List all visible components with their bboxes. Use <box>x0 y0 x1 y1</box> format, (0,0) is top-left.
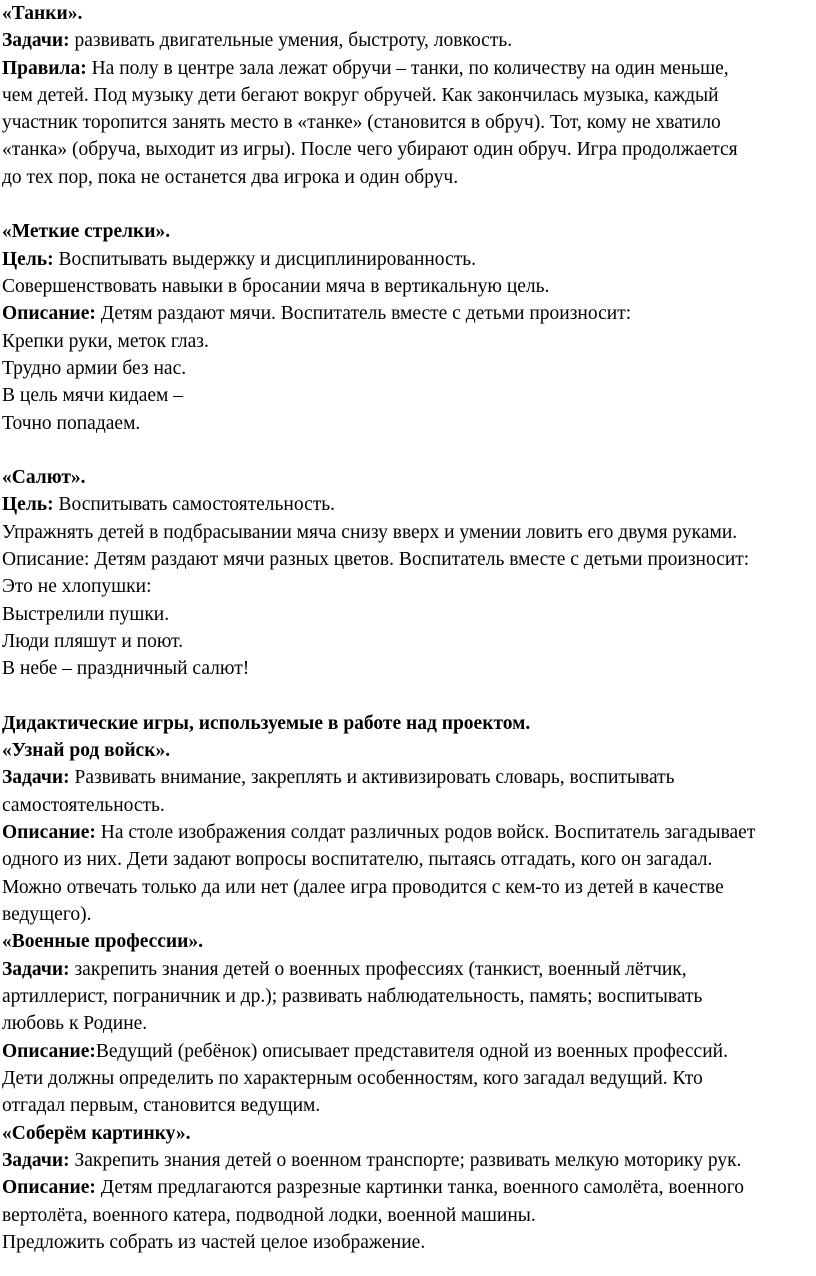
salyut-poem-line: Выстрелили пушки. <box>2 604 170 625</box>
professii-description: Описание:Ведущий (ребёнок) описывает представителя одной из военных профессий. <box>2 1041 728 1062</box>
game-title-professii: «Военные профессии». <box>2 931 204 952</box>
voiska-goal: Задачи: Развивать внимание, закреплять и активизировать словарь, воспитывать <box>2 767 675 788</box>
tanki-rules-line: Правила: На полу в центре зала лежат обручи – танки, по количеству на один меньше, <box>2 58 729 79</box>
strelki-poem-line: Крепки руки, меток глаз. <box>2 331 209 352</box>
salyut-poem-line: Это не хлопушки: <box>2 576 152 597</box>
kartinka-description: Описание: Детям предлагаются разрезные картинки танка, военного самолёта, военного <box>2 1177 745 1198</box>
salyut-goal-line2: Упражнять детей в подбрасывании мяча снизу вверх и умении ловить его двумя руками. <box>2 522 738 543</box>
strelki-poem-line: Трудно армии без нас. <box>2 358 187 379</box>
game-title-tanki: «Танки». <box>2 3 83 24</box>
tanki-rules-line: «танка» (обруча, выходит из игры). После чего убирают один обруч. Игра продолжается <box>2 139 738 160</box>
tanki-goal: Задачи: развивать двигательные умения, быстроту, ловкость. <box>2 30 513 51</box>
voiska-goal-line: самостоятельность. <box>2 795 165 816</box>
voiska-description: Описание: На столе изображения солдат различных родов войск. Воспитатель загадывает <box>2 822 756 843</box>
didactic-heading: Дидактические игры, используемые в работе над проектом. <box>2 713 531 734</box>
professii-goal: Задачи: закрепить знания детей о военных профессиях (танкист, военный лётчик, <box>2 959 687 980</box>
kartinka-description-line: вертолёта, военного катера, подводной лодки, военной машины. <box>2 1205 536 1226</box>
professii-goal-line: любовь к Родине. <box>2 1013 148 1034</box>
professii-goal-line: артиллерист, пограничник и др.); развивать наблюдательность, память; воспитывать <box>2 986 703 1007</box>
strelki-poem-line: В цель мячи кидаем – <box>2 385 184 406</box>
strelki-goal-line2: Совершенствовать навыки в бросании мяча в вертикальную цель. <box>2 276 550 297</box>
professii-description-line: Дети должны определить по характерным особенностям, кого загадал ведущий. Кто <box>2 1068 703 1089</box>
strelki-poem-line: Точно попадаем. <box>2 413 141 434</box>
salyut-poem-line: В небе – праздничный салют! <box>2 658 250 679</box>
game-title-strelki: «Меткие стрелки». <box>2 221 171 242</box>
tanki-rules-line: чем детей. Под музыку дети бегают вокруг обручей. Как закончилась музыка, каждый <box>2 85 719 106</box>
kartinka-description-line: Предложить собрать из частей целое изображение. <box>2 1232 426 1253</box>
game-title-salyut: «Салют». <box>2 467 86 488</box>
salyut-description: Описание: Детям раздают мячи разных цветов. Воспитатель вместе с детьми произносит: <box>2 549 750 570</box>
voiska-description-line: ведущего). <box>2 904 92 925</box>
game-title-kartinka: «Соберём картинку». <box>2 1123 191 1144</box>
strelki-goal: Цель: Воспитывать выдержку и дисциплинированность. <box>2 249 476 270</box>
strelki-description: Описание: Детям раздают мячи. Воспитатель вместе с детьми произносит: <box>2 303 632 324</box>
professii-description-line: отгадал первым, становится ведущим. <box>2 1095 321 1116</box>
voiska-description-line: Можно отвечать только да или нет (далее игра проводится с кем-то из детей в качестве <box>2 877 724 898</box>
kartinka-goal: Задачи: Закрепить знания детей о военном транспорте; развивать мелкую моторику рук. <box>2 1150 742 1171</box>
voiska-description-line: одного из них. Дети задают вопросы воспитателю, пытаясь отгадать, кого он загадал. <box>2 849 713 870</box>
salyut-poem-line: Люди пляшут и поют. <box>2 631 184 652</box>
game-title-voiska: «Узнай род войск». <box>2 740 171 761</box>
tanki-rules-line: до тех пор, пока не останется два игрока и один обруч. <box>2 167 459 188</box>
tanki-rules-line: участник торопится занять место в «танке» (становится в обруч). Тот, кому не хватило <box>2 112 721 133</box>
salyut-goal: Цель: Воспитывать самостоятельность. <box>2 494 336 515</box>
